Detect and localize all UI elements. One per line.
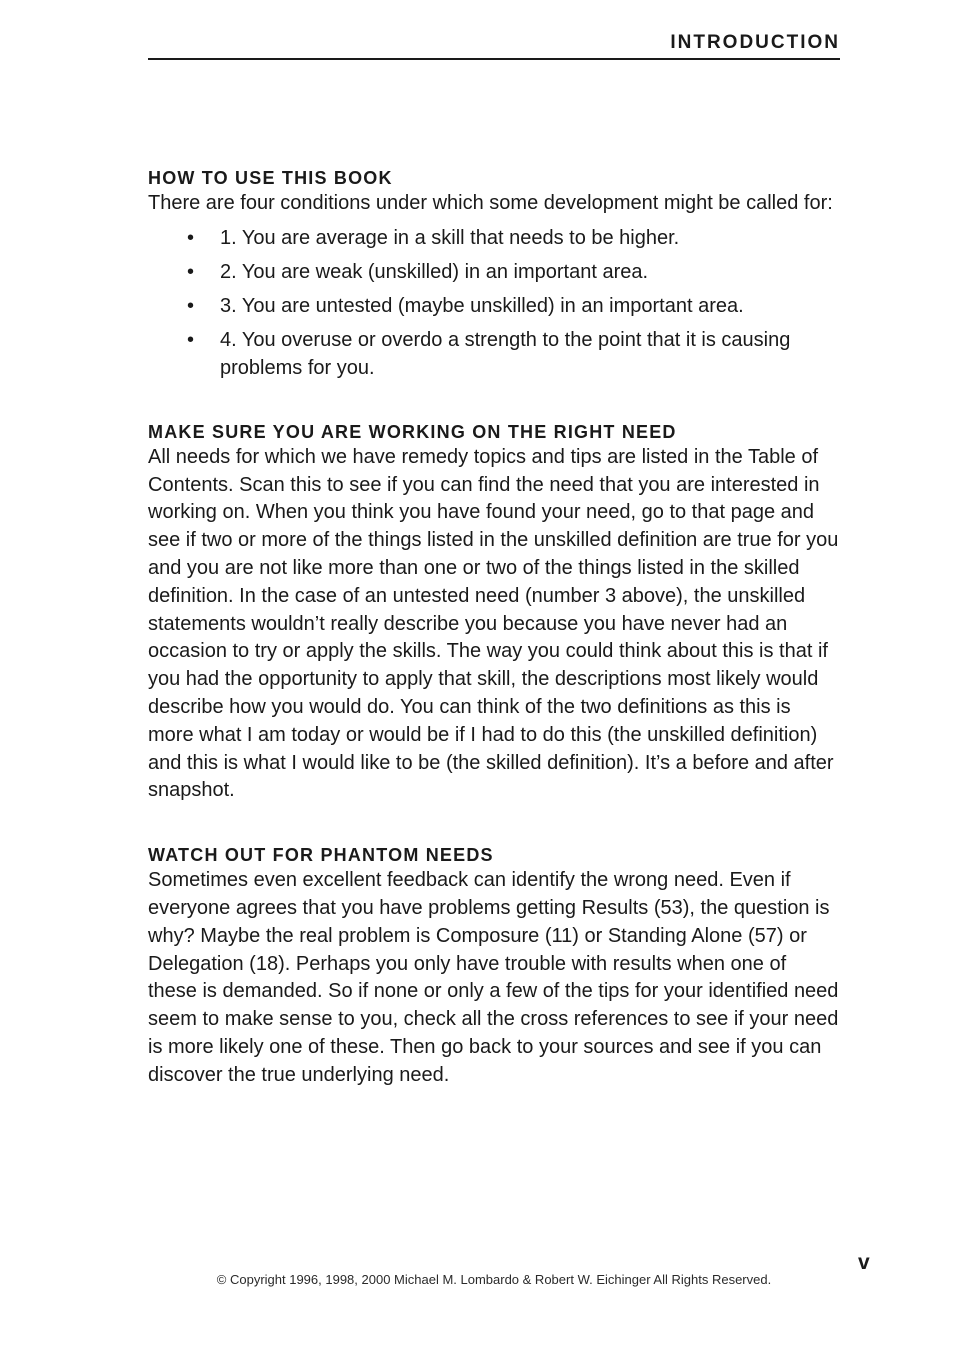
list-item [148,258,840,286]
list-item [148,224,840,252]
list-item [148,292,840,320]
list-item-text: 3. You are untested (maybe unskilled) in an important area. [220,294,744,317]
page-number: v [858,1251,870,1274]
section-heading: MAKE SURE YOU ARE WORKING ON THE RIGHT NEED [148,421,677,442]
bullet-icon: • [187,328,195,351]
list-item [148,326,840,382]
section-intro: There are four conditions under which some development might be called for: [148,192,833,214]
section-heading: WATCH OUT FOR PHANTOM NEEDS [148,845,494,866]
running-header-title: INTRODUCTION [670,32,840,53]
section-body: Sometimes even excellent feedback can identify the wrong need. Even if everyone agrees that you have problems getting Results (53), the question is why? Maybe the real problem is Composure (11) or Standing Alone (57) or Delegation (18). Perhaps you only have trouble with results when one of these is demanded. So if none or only a few of the tips for your identified need seem to make sense to you, check all the cross references to see if your need is more likely one of these. Then go back to your sources and see if you can discover the true underlying need. [148,869,839,1086]
bullet-icon: • [187,294,195,317]
bullet-icon: • [187,226,195,249]
list-item-text: 2. You are weak (unskilled) in an important area. [220,260,649,283]
section-right-need [148,420,840,805]
section-phantom-needs [148,843,840,1089]
section-body: All needs for which we have remedy topics and tips are listed in the Table of Contents. Scan this to see if you can find the need that you are interested in working on. When you think you have found your need, go to that page and see if two or more of the things listed in the unskilled definition are true for you and you are not like more than one or two of the things listed in the skilled definition. In the case of an untested need (number 3 above), the unskilled statements wouldn’t really describe you because you have never had an occasion to try or apply the skills. The way you could think about this is that if you had the opportunity to apply that skill, the descriptions most likely would describe how you would do. You can think of the two definitions as this is more what I am today or would be if I had to do this (the unskilled definition) and this is what I would like to be (the skilled definition). It’s a before and after snapshot. [148,445,839,802]
main-content [148,166,840,1128]
list-item-text: 1. You are average in a skill that needs to be higher. [220,226,680,249]
list-item-text: 4. You overuse or overdo a strength to the point that it is causing problems for you. [220,328,791,379]
section-heading: HOW TO USE THIS BOOK [148,168,393,188]
copyright-notice: © Copyright 1996, 1998, 2000 Michael M. Lombardo & Robert W. Eichinger All Rights Reserved. [216,1272,772,1287]
section-how-to-use [148,166,840,382]
conditions-list [148,224,840,382]
bullet-icon: • [187,260,195,283]
header-rule [148,58,840,60]
